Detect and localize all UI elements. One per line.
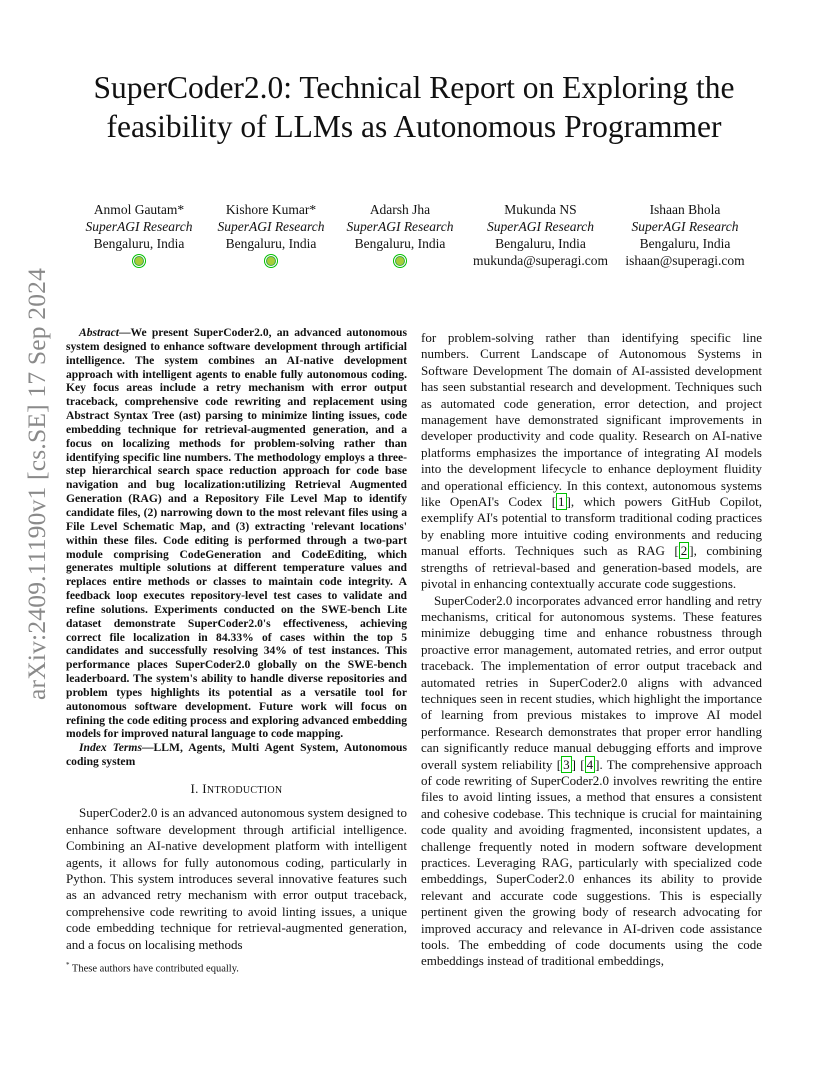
citation-link[interactable]: 1 — [558, 494, 565, 510]
title-line-2: feasibility of LLMs as Autonomous Programmer — [106, 109, 722, 144]
author-affiliation: SuperAGI Research — [85, 219, 193, 234]
author-affiliation: SuperAGI Research — [486, 219, 595, 234]
author-name: Mukunda NS — [504, 202, 577, 217]
abstract-text: —We present SuperCoder2.0, an advanced autonomous system designed to enhance software development through artificial intelligence. The system combines an AI-native development approach with intelligent agents to enable fully autonomous coding. Key focus areas include a retry mechanism with error output traceback, comprehensive code rewriting and replacement using Abstract Syntax Tree (ast) parsing to minimize linting issues, code embedding technique for retrieval-augmented generation, and a focus on localizing methods for problem-solving rather than identifying specific line numbers. The methodology employs a three-step hierarchical search space reduction approach for code base navigation and bug localization:utilizing Retrieval Augmented Generation (RAG) and a Repository File Level Map to identify candidate files, (2) narrowing down to the most relevant files using a File Level Schematic Map, and (3) extracting 'relevant locations' within these files. Code editing is performed through a two-part module comprising CodeGeneration and CodeEditing, which generates multiple solutions at different temperature values and replaces entire methods or classes to maintain code integrity. A feedback loop executes repository-level test cases to validate and refine solutions. Experiments conducted on the SWE-bench Lite dataset demonstrate SuperCoder2.0's effectiveness, achieving correct file localization in 84.33% of cases within the top 5 candidates and successfully resolving 34% of test instances. This performance places SuperCoder2.0 globally on the SWE-bench leaderboard. The system's ability to handle diverse repositories and problem types highlights its potential as a versatile tool for autonomous software development. Future work will focus on refining the code editing process and exploring advanced embedding models for improved natural language to code mapping. — [66, 326, 407, 741]
orcid-icon[interactable] — [266, 256, 276, 266]
author-email[interactable]: mukunda@superagi.com — [472, 253, 609, 268]
author-email[interactable]: ishaan@superagi.com — [625, 253, 745, 268]
citation-link[interactable]: 3 — [563, 756, 570, 772]
author-name: Anmol Gautam* — [93, 202, 185, 217]
author-block — [80, 201, 198, 269]
author-affiliation: SuperAGI Research — [346, 219, 454, 234]
author-location: Bengaluru, India — [354, 236, 446, 251]
abstract — [66, 326, 407, 741]
author-block — [340, 201, 460, 269]
author-location: Bengaluru, India — [639, 236, 731, 251]
author-affiliation: SuperAGI Research — [217, 219, 325, 234]
body-paragraph: SuperCoder2.0 incorporates advanced error handling and retry mechanisms, critical for autonomous systems. These features minimize debugging time and enhance robustness through proactive error management, automated retries, and error output traceback. The implementation of error output traceback and automated retries in SuperCoder2.0 aligns with advanced techniques seen in recent studies, which highlight the importance of learning from previous mistakes to improve AI model performance. Research demonstrates that proper error handling can significantly reduce manual debugging efforts and improve overall system reliability [ 3 ] [ 4 ]. The comprehensive approach of code rewriting of SuperCoder2.0 involves rewriting the entire files to avoid linting issues, a method that ensures a consistent and cohesive codebase. This technique is crucial for maintaining code quality and avoiding fragmented, inconsistent updates, a challenge frequently noted in modern software development practices. Leveraging RAG, particularly with specialized code embeddings, SuperCoder2.0 enhances its ability to provide relevant and accurate code suggestions. This is especially pertinent given the growing body of research advocating for improved accuracy and relevance in AI-driven code assistance tools. The embedding of code documents using the code embeddings instead of traditional embeddings, — [421, 592, 762, 969]
author-location: Bengaluru, India — [93, 236, 185, 251]
orcid-icon[interactable] — [395, 256, 405, 266]
citation-link[interactable]: 2 — [680, 543, 688, 559]
author-location: Bengaluru, India — [495, 236, 586, 251]
right-column — [421, 330, 762, 970]
author-block — [468, 201, 613, 269]
index-terms — [66, 741, 407, 769]
author-name: Adarsh Jha — [369, 202, 431, 217]
orcid-icon[interactable] — [134, 256, 144, 266]
body-paragraph: for problem-solving rather than identifying specific line numbers. Current Landscape of Autonomous Systems in Software Development The domain of AI-assisted development has seen substantial research and development. Techniques such as automated code generation, error detection, and project management have demonstrated significant improvements in developer productivity and code quality. Research on AI-native platforms emphasizes the importance of integrating AI models into the development lifecycle to enhance deployment fluidity and operational efficiency. In this context, autonomous systems like OpenAI's Codex [ 1 ], which powers GitHub Copilot, exemplify AI's potential to transform traditional coding practices by enabling more intuitive coding environments and reducing manual efforts. Techniques such as RAG [ 2 ], combining strengths of retrieval-based and generation-based models, are pivotal in enhancing contextually accurate code suggestions. — [421, 330, 763, 592]
left-column — [66, 326, 407, 953]
author-affiliation: SuperAGI Research — [631, 219, 739, 234]
section-heading: I. INTRODUCTION — [190, 781, 283, 796]
author-name: Kishore Kumar* — [225, 202, 317, 217]
author-block — [619, 201, 751, 269]
title-line-1: SuperCoder2.0: Technical Report on Exploring the — [93, 70, 735, 105]
author-location: Bengaluru, India — [225, 236, 317, 251]
index-terms-label: Index Terms — [79, 741, 142, 755]
author-name: Ishaan Bhola — [649, 202, 721, 217]
abstract-label: Abstract — [79, 326, 119, 339]
arxiv-identifier: arXiv:2409.11190v1 [cs.SE] 17 Sep 2024 — [22, 267, 51, 700]
footnote: * These authors have contributed equally. — [66, 961, 239, 975]
index-terms-text: —LLM, Agents, Multi Agent System, Autonomous coding system — [66, 741, 407, 769]
author-block — [212, 201, 330, 269]
citation-link[interactable]: 4 — [586, 756, 594, 772]
paper-title — [40, 68, 788, 146]
intro-paragraph: SuperCoder2.0 is an advanced autonomous system designed to enhance software development through artificial intelligence. Combining an AI-native development platform with intelligent agents, it allows for fully autonomous coding, particularly in Python. This system introduces several innovative features such as an advanced retry mechanism with error output traceback, comprehensive code rewriting to avoid linting issues, a unique code embedding technique for retrieval-augmented generation, and a focus on localising methods — [66, 805, 407, 952]
